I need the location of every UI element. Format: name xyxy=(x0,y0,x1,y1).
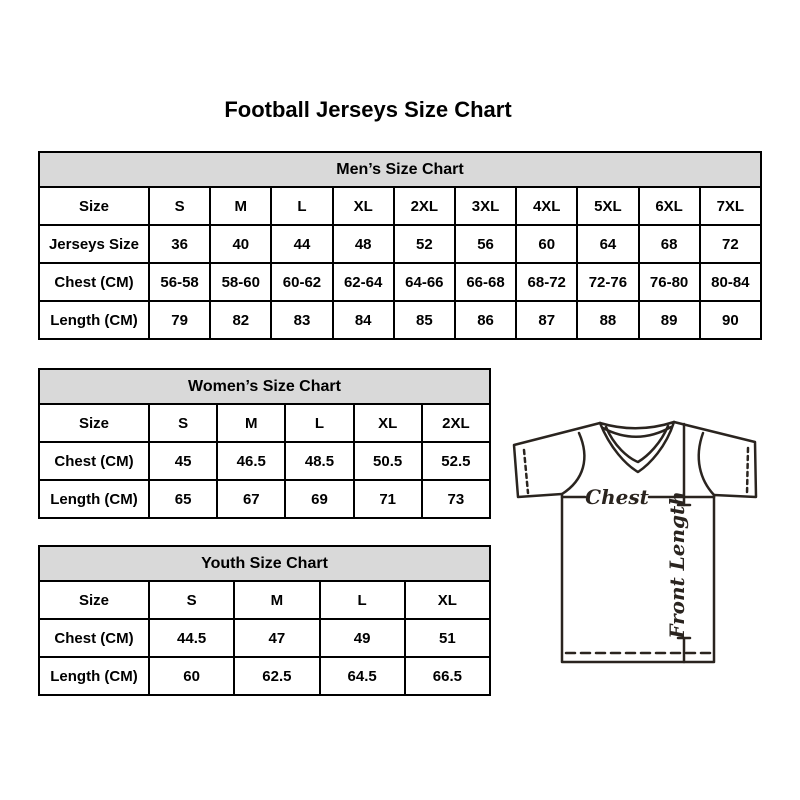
value-cell: 4XL xyxy=(516,187,577,225)
value-cell: 51 xyxy=(405,619,490,657)
value-cell: 72-76 xyxy=(577,263,638,301)
table-row xyxy=(39,581,490,619)
value-cell: S xyxy=(149,404,217,442)
value-cell: 52.5 xyxy=(422,442,490,480)
left-armhole-seam xyxy=(562,433,584,494)
row-label-cell: Jerseys Size xyxy=(39,225,149,263)
value-cell: 62-64 xyxy=(333,263,394,301)
value-cell: M xyxy=(234,581,319,619)
value-cell: S xyxy=(149,581,234,619)
value-cell: 66-68 xyxy=(455,263,516,301)
value-cell: 48.5 xyxy=(285,442,353,480)
value-cell: L xyxy=(271,187,332,225)
value-cell: 83 xyxy=(271,301,332,339)
front-length-label: Front Length xyxy=(665,491,689,639)
value-cell: 69 xyxy=(285,480,353,518)
value-cell: L xyxy=(285,404,353,442)
value-cell: 60-62 xyxy=(271,263,332,301)
value-cell: 6XL xyxy=(639,187,700,225)
value-cell: 65 xyxy=(149,480,217,518)
jersey-outline xyxy=(514,422,756,662)
right-cuff-dashed-line xyxy=(747,448,748,494)
value-cell: 82 xyxy=(210,301,271,339)
value-cell: 71 xyxy=(354,480,422,518)
table-title-row xyxy=(39,546,490,581)
row-label-cell: Size xyxy=(39,581,149,619)
value-cell: 89 xyxy=(639,301,700,339)
table-row xyxy=(39,263,761,301)
womens-table-title: Women’s Size Chart xyxy=(39,369,490,404)
value-cell: 64 xyxy=(577,225,638,263)
value-cell: 45 xyxy=(149,442,217,480)
table-row xyxy=(39,187,761,225)
value-cell: S xyxy=(149,187,210,225)
value-cell: 5XL xyxy=(577,187,638,225)
value-cell: 2XL xyxy=(394,187,455,225)
value-cell: 73 xyxy=(422,480,490,518)
value-cell: 64.5 xyxy=(320,657,405,695)
value-cell: L xyxy=(320,581,405,619)
row-label-cell: Size xyxy=(39,187,149,225)
row-label-cell: Chest (CM) xyxy=(39,619,149,657)
value-cell: 48 xyxy=(333,225,394,263)
table-title-row xyxy=(39,152,761,187)
value-cell: 72 xyxy=(700,225,761,263)
value-cell: 79 xyxy=(149,301,210,339)
youth-size-table xyxy=(38,545,491,696)
row-label-cell: Chest (CM) xyxy=(39,442,149,480)
value-cell: 62.5 xyxy=(234,657,319,695)
value-cell: 36 xyxy=(149,225,210,263)
value-cell: 50.5 xyxy=(354,442,422,480)
table-row xyxy=(39,480,490,518)
value-cell: 3XL xyxy=(455,187,516,225)
value-cell: 47 xyxy=(234,619,319,657)
value-cell: XL xyxy=(354,404,422,442)
value-cell: 56-58 xyxy=(149,263,210,301)
right-armhole-seam xyxy=(699,433,714,495)
row-label-cell: Size xyxy=(39,404,149,442)
row-label-cell: Chest (CM) xyxy=(39,263,149,301)
value-cell: 87 xyxy=(516,301,577,339)
table-row xyxy=(39,225,761,263)
row-label-cell: Length (CM) xyxy=(39,657,149,695)
value-cell: 85 xyxy=(394,301,455,339)
value-cell: 86 xyxy=(455,301,516,339)
table-title-row xyxy=(39,369,490,404)
chest-label: Chest xyxy=(585,485,649,509)
value-cell: M xyxy=(210,187,271,225)
value-cell: 76-80 xyxy=(639,263,700,301)
row-label-cell: Length (CM) xyxy=(39,480,149,518)
value-cell: 52 xyxy=(394,225,455,263)
value-cell: XL xyxy=(405,581,490,619)
value-cell: 84 xyxy=(333,301,394,339)
value-cell: 60 xyxy=(149,657,234,695)
value-cell: 90 xyxy=(700,301,761,339)
value-cell: 66.5 xyxy=(405,657,490,695)
row-label-cell: Length (CM) xyxy=(39,301,149,339)
value-cell: 56 xyxy=(455,225,516,263)
value-cell: 67 xyxy=(217,480,285,518)
table-row xyxy=(39,657,490,695)
value-cell: XL xyxy=(333,187,394,225)
collar-back-curve xyxy=(600,422,674,428)
value-cell: 44.5 xyxy=(149,619,234,657)
table-row xyxy=(39,301,761,339)
page-title: Football Jerseys Size Chart xyxy=(224,97,512,122)
table-row xyxy=(39,404,490,442)
table-row xyxy=(39,442,490,480)
womens-size-table xyxy=(38,368,491,519)
mens-size-table xyxy=(38,151,762,340)
value-cell: 60 xyxy=(516,225,577,263)
jersey-measurement-diagram xyxy=(500,400,800,680)
value-cell: 40 xyxy=(210,225,271,263)
value-cell: 68-72 xyxy=(516,263,577,301)
value-cell: 2XL xyxy=(422,404,490,442)
table-row xyxy=(39,619,490,657)
value-cell: 80-84 xyxy=(700,263,761,301)
mens-table-title: Men’s Size Chart xyxy=(39,152,761,187)
value-cell: 46.5 xyxy=(217,442,285,480)
value-cell: 7XL xyxy=(700,187,761,225)
value-cell: 49 xyxy=(320,619,405,657)
youth-table-title: Youth Size Chart xyxy=(39,546,490,581)
value-cell: 64-66 xyxy=(394,263,455,301)
value-cell: 44 xyxy=(271,225,332,263)
left-cuff-dashed-line xyxy=(524,450,528,493)
value-cell: 68 xyxy=(639,225,700,263)
value-cell: 58-60 xyxy=(210,263,271,301)
value-cell: 88 xyxy=(577,301,638,339)
value-cell: M xyxy=(217,404,285,442)
